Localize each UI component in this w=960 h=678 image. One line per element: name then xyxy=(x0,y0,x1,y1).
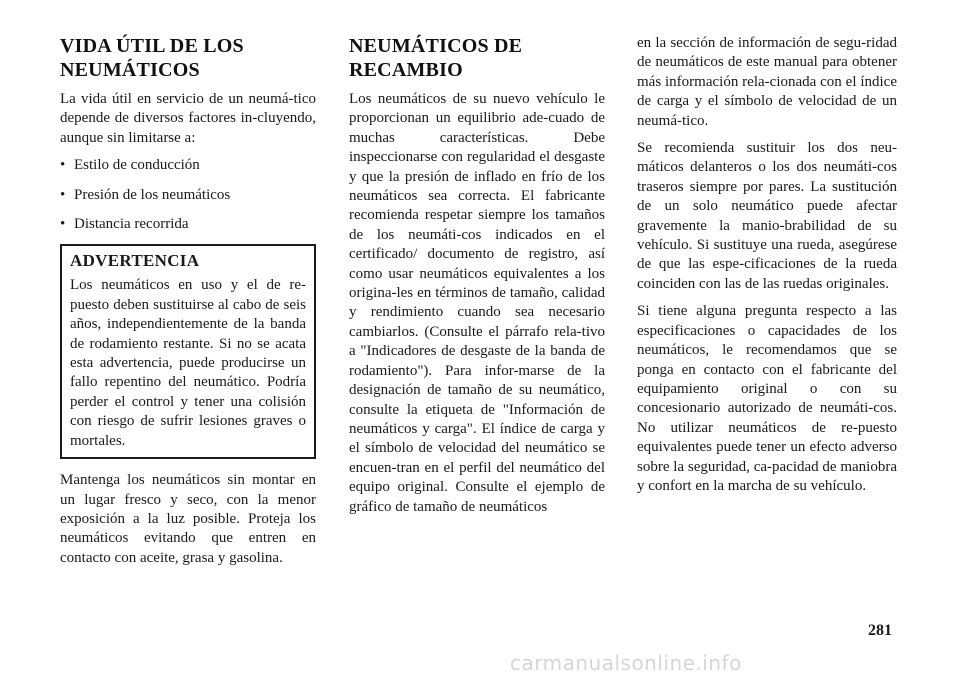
list-item-text: Presión de los neumáticos xyxy=(74,186,231,203)
section-heading-replacement-tires xyxy=(349,34,605,82)
bullet-icon: • xyxy=(60,186,66,203)
list-item xyxy=(60,186,316,205)
continuation-paragraph: en la sección de información de segu-ridad de neumáticos de este manual para obtener más información rela-cionada con el índice de carga y el símbolo de velocidad de un neumá-tico. xyxy=(637,35,897,129)
list-item xyxy=(60,215,316,234)
heading-line: RECAMBIO xyxy=(349,59,463,81)
storage-paragraph: Mantenga los neumáticos sin montar en un lugar fresco y seco, con la menor exposición a la luz posible. Proteja los neumáticos evitando que entren en contacto con aceite, grasa y gasolina. xyxy=(60,472,316,566)
heading-line: NEUMÁTICOS DE xyxy=(349,35,523,57)
pairs-paragraph: Se recomienda sustituir los dos neu-máticos delanteros o los dos neumáti-cos traseros siempre por pares. La sustitución de un solo neumático puede afectar gravemente la manio-brabilidad de su vehículo. Si sustituye una rueda, asegúrese de que las espe-cificaciones de la rueda coinciden con las de las ruedas originales. xyxy=(637,140,897,292)
column-middle xyxy=(349,34,605,525)
page-number: 281 xyxy=(868,622,892,639)
replacement-paragraph: Los neumáticos de su nuevo vehículo le proporcionan un equilibrio ade-cuado de muchas características. Debe inspeccionarse con regularidad el desgaste y que la presión de inflado en frío de los neumáticos sea correcta. El fabricante recomienda respetar siempre los tamaños de los neumáti-cos indicados en el certificado/ documento de registro, así como usar neumáticos equivalentes a los origina-les en términos de tamaño, calidad y rendimiento cuando sea necesario cambiarlos. (Consulte el párrafo rela-tivo a "Indicadores de desgaste de la banda de rodamiento"). Para infor-marse de la designación de tamaño de su neumático, consulte la etiqueta de "Información de neumáticos y carga". El índice de carga y el símbolo de velocidad del neumático se encuen-tran en el perfil del neumático del equipo original. Consulte el ejemplo de gráfico de tamaño de neumáticos xyxy=(349,91,605,515)
tire-life-intro: La vida útil en servicio de un neumá-tico depende de diversos factores in-cluyendo, aunque sin limitarse a: xyxy=(60,91,316,146)
heading-line: VIDA ÚTIL DE LOS xyxy=(60,35,244,57)
warning-title: ADVERTENCIA xyxy=(70,251,200,271)
factor-list xyxy=(60,156,316,234)
list-item-text: Distancia recorrida xyxy=(74,216,189,233)
column-left xyxy=(60,34,316,576)
list-item-text: Estilo de conducción xyxy=(74,157,200,174)
bullet-icon: • xyxy=(60,216,66,233)
bullet-icon: • xyxy=(60,157,66,174)
watermark: carmanualsonline.info xyxy=(510,651,742,675)
questions-paragraph: Si tiene alguna pregunta respecto a las especificaciones o capacidades de los neumáticos, le recomendamos que se ponga en contacto con el fabricante del equipamiento original o con su concesionario autorizado de neumáti-cos. No utilizar neumáticos de re-puesto equivalentes puede tener un efecto adverso sobre la seguridad, ca-pacidad de maniobra y confort en la marcha de su vehículo. xyxy=(637,303,897,494)
list-item xyxy=(60,156,316,175)
section-heading-tire-life xyxy=(60,34,316,82)
heading-line: NEUMÁTICOS xyxy=(60,59,200,81)
warning-box xyxy=(60,244,316,459)
column-right xyxy=(637,34,897,504)
warning-body: Los neumáticos en uso y el de re-puesto deben sustituirse al cabo de seis años, independientemente de la banda de rodamiento restante. Si no se acata esta advertencia, puede producirse un fallo repentino del neumático. Podría perder el control y tener una colisión con riesgo de sufrir lesiones graves o mortales. xyxy=(70,277,306,449)
